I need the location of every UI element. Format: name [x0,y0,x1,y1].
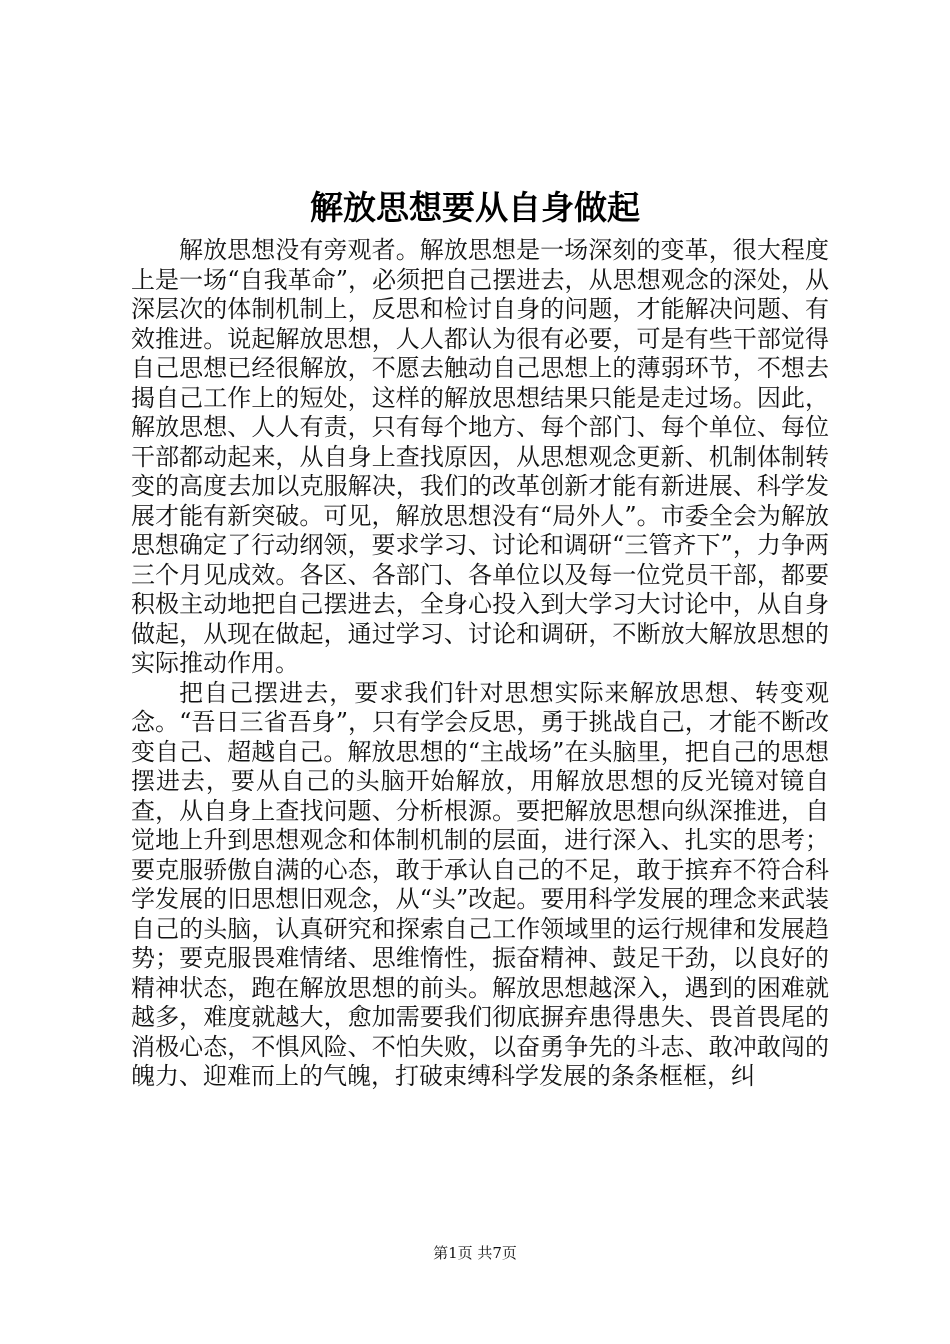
page-indicator: 第1页 共7页 [433,1244,517,1262]
paragraph: 解放思想没有旁观者。解放思想是一场深刻的变革，很大程度上是一场“自我革命”，必须把自己摆进去，从思想观念的深处，从深层次的体制机制上，反思和检讨自身的问题，才能解决问题、有效推进。说起解放思想，人人都认为很有必要，可是有些干部觉得自己思想已经很解放，不愿去触动自己思想上的薄弱环节，不想去揭自己工作上的短处，这样的解放思想结果只能是走过场。因此，解放思想、人人有责，只有每个地方、每个部门、每个单位、每位干部都动起来，从自身上查找原因，从思想观念更新、机制体制转变的高度去加以克服解决，我们的改革创新才能有新进展、科学发展才能有新突破。可见，解放思想没有“局外人”。市委全会为解放思想确定了行动纲领，要求学习、讨论和调研“三管齐下”，力争两三个月见成效。各区、各部门、各单位以及每一位党员干部，都要积极主动地把自己摆进去，全身心投入到大学习大讨论中，从自身做起，从现在做起，通过学习、讨论和调研，不断放大解放思想的实际推动作用。 [131,236,829,677]
paragraph: 把自己摆进去，要求我们针对思想实际来解放思想、转变观念。“吾日三省吾身”，只有学会反思，勇于挑战自己，才能不断改变自己、超越自己。解放思想的“主战场”在头脑里，把自己的思想摆进去，要从自己的头脑开始解放，用解放思想的反光镜对镜自查，从自身上查找问题、分析根源。要把解放思想向纵深推进，自觉地上升到思想观念和体制机制的层面，进行深入、扎实的思考；要克服骄傲自满的心态，敢于承认自己的不足，敢于摈弃不符合科学发展的旧思想旧观念，从“头”改起。要用科学发展的理念来武装自己的头脑，认真研究和探索自己工作领域里的运行规律和发展趋势；要克服畏难情绪、思维惰性，振奋精神、鼓足干劲，以良好的精神状态，跑在解放思想的前头。解放思想越深入，遇到的困难就越多，难度就越大，愈加需要我们彻底摒弃患得患失、畏首畏尾的消极心态，不惧风险、不怕失败，以奋勇争先的斗志、敢冲敢闯的魄力、迎难而上的气魄，打破束缚科学发展的条条框框，纠 [131,678,829,1090]
document-title: 解放思想要从自身做起 [310,188,640,227]
document-body [131,236,829,1092]
